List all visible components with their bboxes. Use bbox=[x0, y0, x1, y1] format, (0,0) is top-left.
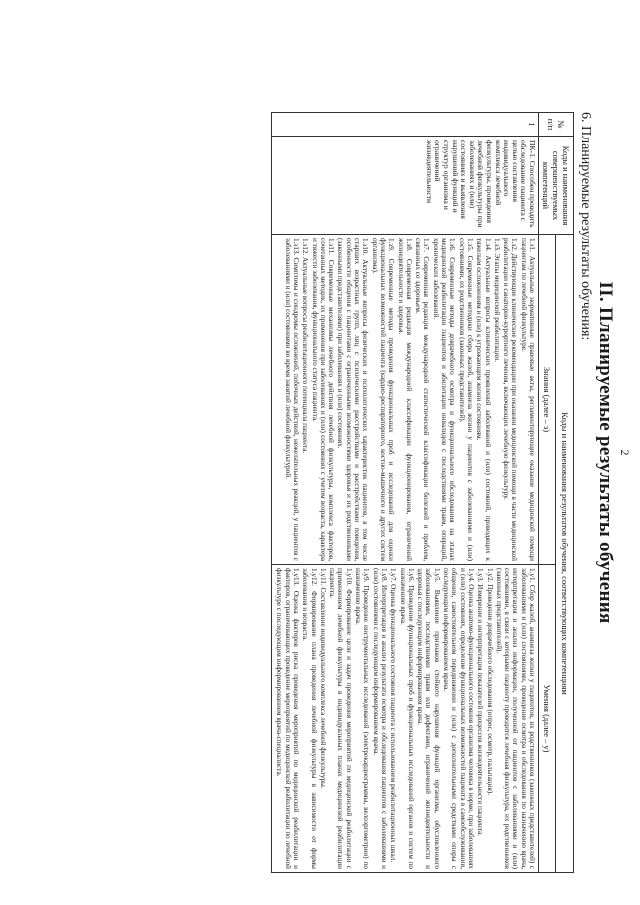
skill-item: 1.у5. Выявление признаков стойкого нарушения функций организма, обусловленного заболеваниями, последствиями травм или дефектами, ограничений жизнедеятельности и здоровья с последующим информированием врача. bbox=[416, 568, 441, 870]
header-results-group: Коды и наименования результатов обучения, соответствующих компетенциям bbox=[556, 235, 574, 873]
skill-item: 1.у13. Оценка факторов риска проведения мероприятий по медицинской реабилитации и факторов, ограничивающих проведение мероприятий по медицинской реабилитации по лечебной физкультуре с последующим информированием врача-специалиста. bbox=[275, 568, 300, 870]
knowledge-item: 1.з5. Современные методики сбора жалоб, анамнеза жизни у пациентов с заболеваниями и (или) состояниями, их родственников (законных представителей). bbox=[457, 238, 474, 561]
knowledge-item: 1.з7. Современная редакция международной статистической классификации болезней и проблем, связанных со здоровьем. bbox=[414, 238, 431, 561]
section-title: II. Планируемые результаты обучения bbox=[595, 281, 616, 624]
header-competency-codes: Коды и наименования совершенствуемых компетенций bbox=[539, 137, 574, 235]
header-number: № п/п bbox=[539, 113, 574, 137]
knowledge-item: 1.з8. Современная редакция международной классификации функционирования, ограничений жизнедеятельности и здоровья. bbox=[396, 238, 413, 561]
knowledge-item: 1.з6. Современные методы доврачебного осмотра и функционального обследования на этапах медицинской реабилитации пациентов и абилитации инвалидов с последствиями травм, операций, хронических заболеваний. bbox=[431, 238, 457, 561]
knowledge-item: 1.з9. Современные методы проведения функциональных проб и исследований для оценки функциональных возможностей пациента (кардио-респираторного, костно-мышечного и других систем организма). bbox=[370, 238, 396, 561]
knowledge-item: 1.з12. Актуальные вопросы реабилитационного потенциала пациента. bbox=[301, 238, 310, 454]
knowledge-item: 1.з10. Актуальные вопросы физических и психологических характеристик пациентов, в том числе старших возрастных групп, лиц с психическими расстройствами и расстройствами поведения, особенности общения с пациентами с ограниченными возможностями здоровья и их родственниками (законными представителями) при заболеваниях и (или) состояниях. bbox=[336, 238, 370, 561]
results-table bbox=[271, 112, 574, 873]
skill-item: 1.у11. Составление индивидуального комплекса лечебной физкультуры. bbox=[318, 568, 327, 789]
section-subtitle: 6. Планируемые результаты обучения: bbox=[578, 112, 593, 341]
skills-cell bbox=[272, 565, 539, 873]
skill-item: 1.у9. Проведение инструментальных исследований (электрокардиограммы, велоэргометрии) по назначению врача. bbox=[354, 568, 371, 870]
knowledge-item: 1.з11. Современные механизмы лечебного действия лечебной физкультуры, комплекса факторов, сочетанных методик, их применения при заболеваниях и (или) состояниях с учетом возраста, характера и тяжести заболевания, функционального статуса пациента. bbox=[310, 238, 336, 561]
knowledge-item: 1.з3. Этапы медицинской реабилитации. bbox=[492, 238, 501, 362]
skill-item: 1.у2. Проведение доврачебного обследования (опрос, осмотр, пальпация). bbox=[485, 568, 494, 795]
header-skills: Умения (далее – у) bbox=[539, 565, 557, 873]
header-knowledge: Знания (далее – з) bbox=[539, 235, 557, 565]
knowledge-item: 1.з13. Симптомы и синдромы осложнений, побочных действий, нежелательных реакций, у пациентов с заболеваниями и (или) состояниями во время занятий лечебной физкультурой. bbox=[283, 238, 300, 561]
row-number: 1 bbox=[272, 113, 539, 137]
skill-item: 1.у6. Проведение функциональных проб и функциональных исследований органов и систем по назначению врача. bbox=[398, 568, 415, 870]
skill-item: 1.у4. Оценка анатомо-функционального состояния организма человека в норме, при заболеваниях и (или) состояниях, определение функциональных возможностей пациента в самообслуживании, общении, самостоятельном передвижении и (или) с дополнительными средствами опоры с последующим информированием врача. bbox=[442, 568, 475, 870]
knowledge-cell bbox=[272, 235, 539, 565]
skill-item: 1.у10. Формирование цели и задач проведения мероприятий по медицинской реабилитации с применением лечебной физкультуры в индивидуальных планах медицинской реабилитации пациента. bbox=[328, 568, 353, 870]
table-header-row bbox=[556, 113, 574, 873]
table-row bbox=[272, 113, 539, 873]
skill-item: 1.у8. Интерпретация и анализ результата осмотра и обследования пациентов с заболеваниями и (или) состояниями с последующим информированием врача. bbox=[371, 568, 388, 870]
page-number: 2 bbox=[618, 449, 632, 456]
knowledge-item: 1.з4. Актуальные вопросы клинических проявлений заболеваний и (или) состояний, приводящих к тяжелым осложнениям и (или) к угрожающим жизни состояниям. bbox=[475, 238, 492, 561]
skill-item: 1.у3. Измерение и интерпретация показателей процессов жизнедеятельности пациента. bbox=[476, 568, 485, 836]
competency-cell: ПК-1. Способен проводить обследование пациента с целью составления индивидуального комплекса лечебной физкультуры, проведения лечебной физкультуры при заболеваниях и (или) состояниях и выявления нарушений функций и структур организма и ограничений жизнедеятельности bbox=[272, 137, 539, 235]
knowledge-item: 1.з1. Актуальные нормативные правовые акты, регламентирующие оказание медицинской помощи пациентам по лечебной физкультуре. bbox=[519, 238, 536, 561]
skill-item: 1.у12. Формирование плана проведения лечебной физкультуры в зависимости от формы заболевания и возраста. bbox=[301, 568, 318, 870]
skill-item: 1.у7. Оценка функционального состояния пациента с использованием реабилитационных шкал. bbox=[389, 568, 398, 863]
knowledge-item: 1.з2. Действующие клинические рекомендации при оказании медицинской помощи в части медицинской реабилитации и санаторно-курортного лечения, включающих лечебную физкультуру. bbox=[502, 238, 519, 561]
skill-item: 1.у1. Сбор жалоб, анамнеза жизни у пациентов, их родственников (законных представителей) с заболеваниями и (или) состояниями, проведение осмотра и обследования по назначению врача, интерпретация и анализ информации, полученной от пациентов с заболеваниями и (или) состояниями, в связи с которыми пациенту проводится лечебная физкультура, их родственников (законных представителей). bbox=[494, 568, 536, 870]
